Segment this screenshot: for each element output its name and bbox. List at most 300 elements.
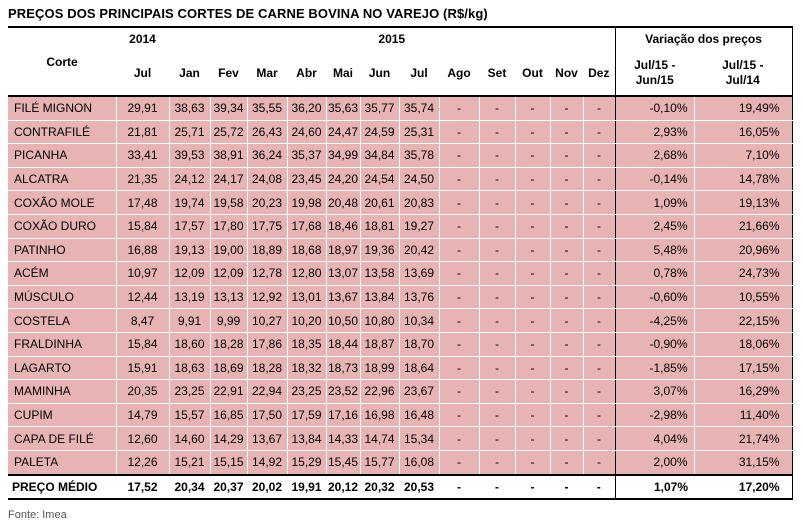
- price-cell: 15,77: [360, 450, 399, 474]
- price-cell: 25,71: [169, 120, 210, 144]
- price-cell: 9,99: [210, 309, 247, 333]
- price-cell: 12,26: [116, 450, 169, 474]
- price-cell: 19,98: [287, 191, 326, 215]
- price-cell: 15,84: [116, 214, 169, 238]
- price-cell: 17,16: [326, 403, 360, 427]
- price-cell: -: [515, 285, 550, 309]
- variation-month-cell: -0,14%: [615, 167, 694, 191]
- price-cell: 12,60: [116, 427, 169, 451]
- price-cell: -: [583, 403, 615, 427]
- price-cell: -: [515, 475, 550, 499]
- price-cell: -: [515, 403, 550, 427]
- price-cell: 22,96: [360, 380, 399, 404]
- price-cell: 15,15: [210, 450, 247, 474]
- price-cell: 10,34: [399, 309, 439, 333]
- price-cell: -: [479, 96, 515, 120]
- variation-year-cell: 22,15%: [694, 309, 792, 333]
- variation-month-cell: 5,48%: [615, 238, 694, 262]
- price-cell: -: [583, 144, 615, 168]
- price-cell: 18,81: [360, 214, 399, 238]
- price-cell: 18,64: [399, 356, 439, 380]
- price-cell: 18,28: [210, 332, 247, 356]
- variation-year-cell: 18,06%: [694, 332, 792, 356]
- table-row: [8, 191, 792, 215]
- price-cell: -: [583, 285, 615, 309]
- price-cell: 24,20: [326, 167, 360, 191]
- price-cell: 12,92: [247, 285, 287, 309]
- variation-month-cell: 3,07%: [615, 380, 694, 404]
- header-corte: Corte: [46, 54, 78, 69]
- price-cell: 20,23: [247, 191, 287, 215]
- table-row: [8, 214, 792, 238]
- price-cell: 13,58: [360, 262, 399, 286]
- price-cell: 18,44: [326, 332, 360, 356]
- price-cell: 18,35: [287, 332, 326, 356]
- price-cell: 13,76: [399, 285, 439, 309]
- price-cell: 21,35: [116, 167, 169, 191]
- variation-year-cell: 10,55%: [694, 285, 792, 309]
- price-cell: 36,20: [287, 96, 326, 120]
- table-row: [8, 96, 792, 120]
- price-cell: 24,59: [360, 120, 399, 144]
- table-row: [8, 285, 792, 309]
- price-cell: 16,98: [360, 403, 399, 427]
- price-cell: 23,25: [169, 380, 210, 404]
- price-cell: 16,48: [399, 403, 439, 427]
- price-cell: 10,27: [247, 309, 287, 333]
- price-cell: -: [515, 144, 550, 168]
- variation-year-cell: 19,13%: [694, 191, 792, 215]
- header-month: Jul: [133, 65, 152, 80]
- header-month: Jul: [410, 65, 428, 80]
- cut-name: PICANHA: [8, 144, 116, 168]
- table-row: [8, 450, 792, 474]
- price-cell: 20,02: [247, 475, 287, 499]
- cut-name: FILÉ MIGNON: [8, 96, 116, 120]
- price-cell: -: [439, 120, 479, 144]
- price-cell: 35,37: [287, 144, 326, 168]
- price-cell: -: [439, 380, 479, 404]
- price-cell: 18,46: [326, 214, 360, 238]
- price-table: [8, 26, 793, 500]
- cut-name: LAGARTO: [8, 356, 116, 380]
- price-cell: 12,44: [116, 285, 169, 309]
- price-cell: 35,63: [326, 96, 360, 120]
- price-cell: 35,55: [247, 96, 287, 120]
- variation-month-cell: -2,98%: [615, 403, 694, 427]
- price-cell: 12,09: [169, 262, 210, 286]
- price-cell: -: [439, 356, 479, 380]
- variation-year-cell: 21,66%: [694, 214, 792, 238]
- price-cell: -: [515, 96, 550, 120]
- price-cell: -: [550, 96, 583, 120]
- price-cell: -: [439, 214, 479, 238]
- variation-month-cell: 2,93%: [615, 120, 694, 144]
- variation-year-cell: 20,96%: [694, 238, 792, 262]
- price-cell: 19,27: [399, 214, 439, 238]
- cut-name: PREÇO MÉDIO: [8, 475, 116, 499]
- price-cell: 23,67: [399, 380, 439, 404]
- cut-name: ALCATRA: [8, 167, 116, 191]
- table-row: [8, 356, 792, 380]
- price-cell: -: [583, 120, 615, 144]
- price-cell: -: [515, 332, 550, 356]
- price-cell: 9,91: [169, 309, 210, 333]
- price-cell: 16,88: [116, 238, 169, 262]
- price-cell: -: [515, 427, 550, 451]
- price-cell: -: [439, 450, 479, 474]
- variation-year-cell: 16,29%: [694, 380, 792, 404]
- price-cell: -: [515, 450, 550, 474]
- price-cell: -: [550, 214, 583, 238]
- variation-month-cell: -1,85%: [615, 356, 694, 380]
- price-cell: 18,97: [326, 238, 360, 262]
- price-cell: -: [583, 262, 615, 286]
- variation-month-cell: 2,45%: [615, 214, 694, 238]
- price-cell: -: [479, 214, 515, 238]
- price-cell: 18,68: [287, 238, 326, 262]
- price-cell: 10,20: [287, 309, 326, 333]
- price-cell: -: [550, 475, 583, 499]
- price-cell: 13,84: [287, 427, 326, 451]
- price-cell: 36,24: [247, 144, 287, 168]
- price-cell: 15,29: [287, 450, 326, 474]
- header-month: Ago: [447, 65, 471, 80]
- price-cell: 18,60: [169, 332, 210, 356]
- price-cell: -: [479, 427, 515, 451]
- total-row: [8, 475, 792, 499]
- price-cell: -: [583, 309, 615, 333]
- price-cell: -: [515, 214, 550, 238]
- price-cell: -: [550, 167, 583, 191]
- cut-name: CAPA DE FILÉ: [8, 427, 116, 451]
- price-cell: 13,01: [287, 285, 326, 309]
- price-cell: -: [550, 262, 583, 286]
- price-cell: 18,73: [326, 356, 360, 380]
- table-row: [8, 144, 792, 168]
- variation-year-cell: 19,49%: [694, 96, 792, 120]
- price-cell: -: [515, 191, 550, 215]
- price-cell: 15,45: [326, 450, 360, 474]
- price-cell: -: [479, 380, 515, 404]
- price-cell: 10,50: [326, 309, 360, 333]
- price-cell: 12,78: [247, 262, 287, 286]
- variation-year-cell: 31,15%: [694, 450, 792, 474]
- price-cell: 24,54: [360, 167, 399, 191]
- price-cell: 18,69: [210, 356, 247, 380]
- price-cell: 24,47: [326, 120, 360, 144]
- variation-month-cell: 2,00%: [615, 450, 694, 474]
- price-cell: -: [550, 427, 583, 451]
- table-row: [8, 427, 792, 451]
- price-cell: 26,43: [247, 120, 287, 144]
- price-cell: 22,94: [247, 380, 287, 404]
- price-cell: -: [583, 167, 615, 191]
- price-cell: 13,67: [326, 285, 360, 309]
- price-cell: -: [479, 144, 515, 168]
- price-cell: 20,53: [399, 475, 439, 499]
- cut-name: PALETA: [8, 450, 116, 474]
- variation-month-cell: -0,10%: [615, 96, 694, 120]
- price-cell: 8,47: [116, 309, 169, 333]
- price-cell: 19,36: [360, 238, 399, 262]
- price-cell: 39,34: [210, 96, 247, 120]
- price-cell: -: [479, 285, 515, 309]
- header-var-jul: Jul/15 - Jul/14: [694, 50, 792, 96]
- price-cell: -: [515, 380, 550, 404]
- variation-year-cell: 16,05%: [694, 120, 792, 144]
- price-cell: 17,48: [116, 191, 169, 215]
- price-cell: 14,92: [247, 450, 287, 474]
- variation-month-cell: 4,04%: [615, 427, 694, 451]
- header-year-2015: 2015: [378, 32, 406, 46]
- cut-name: CONTRAFILÉ: [8, 120, 116, 144]
- cut-name: CUPIM: [8, 403, 116, 427]
- price-cell: 21,81: [116, 120, 169, 144]
- price-cell: 16,85: [210, 403, 247, 427]
- price-cell: 13,67: [247, 427, 287, 451]
- variation-year-cell: 21,74%: [694, 427, 792, 451]
- price-cell: -: [439, 285, 479, 309]
- cut-name: COSTELA: [8, 309, 116, 333]
- price-cell: 13,07: [326, 262, 360, 286]
- price-cell: 19,58: [210, 191, 247, 215]
- cut-name: PATINHO: [8, 238, 116, 262]
- price-cell: 35,74: [399, 96, 439, 120]
- price-cell: -: [479, 238, 515, 262]
- price-cell: 20,42: [399, 238, 439, 262]
- cut-name: COXÃO DURO: [8, 214, 116, 238]
- price-cell: 17,57: [169, 214, 210, 238]
- header-month: Set: [487, 65, 507, 80]
- price-cell: 17,75: [247, 214, 287, 238]
- price-cell: 24,08: [247, 167, 287, 191]
- price-cell: -: [583, 191, 615, 215]
- price-cell: -: [439, 167, 479, 191]
- price-cell: -: [515, 167, 550, 191]
- price-cell: 20,34: [169, 475, 210, 499]
- variation-month-cell: -0,90%: [615, 332, 694, 356]
- variation-month-cell: -4,25%: [615, 309, 694, 333]
- cut-name: COXÃO MOLE: [8, 191, 116, 215]
- price-cell: -: [439, 238, 479, 262]
- price-cell: 34,84: [360, 144, 399, 168]
- variation-month-cell: 1,07%: [615, 475, 694, 499]
- price-cell: 20,32: [360, 475, 399, 499]
- price-cell: 23,45: [287, 167, 326, 191]
- price-cell: -: [550, 309, 583, 333]
- price-cell: 18,28: [247, 356, 287, 380]
- price-cell: 10,80: [360, 309, 399, 333]
- price-cell: -: [550, 356, 583, 380]
- price-cell: 12,09: [210, 262, 247, 286]
- price-cell: 14,74: [360, 427, 399, 451]
- header-month: Jan: [179, 65, 200, 80]
- table-row: [8, 380, 792, 404]
- price-cell: 18,87: [360, 332, 399, 356]
- price-cell: -: [550, 238, 583, 262]
- price-cell: 24,50: [399, 167, 439, 191]
- variation-year-cell: 17,20%: [694, 475, 792, 499]
- price-cell: -: [479, 475, 515, 499]
- table-row: [8, 120, 792, 144]
- price-cell: 35,77: [360, 96, 399, 120]
- price-cell: 20,48: [326, 191, 360, 215]
- price-cell: -: [515, 120, 550, 144]
- price-cell: 10,97: [116, 262, 169, 286]
- price-cell: 18,70: [399, 332, 439, 356]
- price-cell: 20,61: [360, 191, 399, 215]
- price-cell: -: [550, 380, 583, 404]
- price-cell: 38,63: [169, 96, 210, 120]
- header-month: Mai: [332, 65, 353, 80]
- price-cell: -: [439, 144, 479, 168]
- price-cell: -: [479, 332, 515, 356]
- price-cell: -: [583, 356, 615, 380]
- price-cell: 18,63: [169, 356, 210, 380]
- price-cell: -: [479, 450, 515, 474]
- price-cell: -: [515, 262, 550, 286]
- price-cell: -: [479, 120, 515, 144]
- cut-name: MAMINHA: [8, 380, 116, 404]
- variation-month-cell: 0,78%: [615, 262, 694, 286]
- price-cell: 17,59: [287, 403, 326, 427]
- price-cell: 24,17: [210, 167, 247, 191]
- price-cell: 13,19: [169, 285, 210, 309]
- variation-year-cell: 11,40%: [694, 403, 792, 427]
- price-cell: 38,91: [210, 144, 247, 168]
- price-cell: 19,00: [210, 238, 247, 262]
- price-cell: 20,12: [326, 475, 360, 499]
- price-cell: 17,68: [287, 214, 326, 238]
- price-cell: -: [550, 285, 583, 309]
- price-cell: -: [550, 332, 583, 356]
- price-cell: -: [515, 238, 550, 262]
- header-year-2014: 2014: [129, 32, 156, 46]
- variation-month-cell: -0,60%: [615, 285, 694, 309]
- price-cell: -: [583, 214, 615, 238]
- variation-month-cell: 1,09%: [615, 191, 694, 215]
- variation-year-cell: 24,73%: [694, 262, 792, 286]
- price-cell: -: [550, 403, 583, 427]
- price-cell: 24,60: [287, 120, 326, 144]
- price-cell: -: [439, 427, 479, 451]
- price-cell: 16,08: [399, 450, 439, 474]
- price-cell: 17,80: [210, 214, 247, 238]
- header-month: Mar: [256, 65, 278, 80]
- price-cell: -: [439, 475, 479, 499]
- price-cell: 17,50: [247, 403, 287, 427]
- variation-year-cell: 14,78%: [694, 167, 792, 191]
- price-cell: 14,33: [326, 427, 360, 451]
- price-cell: -: [583, 427, 615, 451]
- price-cell: -: [479, 356, 515, 380]
- table-row: [8, 309, 792, 333]
- price-cell: 15,21: [169, 450, 210, 474]
- price-cell: -: [439, 403, 479, 427]
- header-month: Nov: [555, 65, 578, 80]
- price-cell: 35,78: [399, 144, 439, 168]
- cut-name: MÚSCULO: [8, 285, 116, 309]
- price-cell: 15,84: [116, 332, 169, 356]
- price-cell: 39,53: [169, 144, 210, 168]
- price-cell: 15,91: [116, 356, 169, 380]
- price-cell: 29,91: [116, 96, 169, 120]
- price-cell: 17,52: [116, 475, 169, 499]
- price-cell: 23,25: [287, 380, 326, 404]
- price-cell: -: [583, 450, 615, 474]
- price-cell: -: [550, 191, 583, 215]
- price-cell: 14,60: [169, 427, 210, 451]
- header-variation: Variação dos preços: [615, 27, 792, 50]
- price-cell: 19,13: [169, 238, 210, 262]
- price-cell: 15,34: [399, 427, 439, 451]
- header-month: Abr: [296, 65, 317, 80]
- price-cell: -: [479, 262, 515, 286]
- header-month: Out: [522, 65, 543, 80]
- price-cell: 13,84: [360, 285, 399, 309]
- price-cell: 12,80: [287, 262, 326, 286]
- cut-name: ACÉM: [8, 262, 116, 286]
- price-cell: 25,31: [399, 120, 439, 144]
- price-cell: -: [515, 356, 550, 380]
- table-row: [8, 403, 792, 427]
- price-cell: -: [479, 309, 515, 333]
- price-cell: -: [439, 191, 479, 215]
- table-row: [8, 332, 792, 356]
- header-month: Dez: [588, 65, 610, 80]
- price-cell: -: [583, 380, 615, 404]
- price-cell: 24,12: [169, 167, 210, 191]
- price-cell: -: [515, 309, 550, 333]
- price-cell: 25,72: [210, 120, 247, 144]
- price-cell: 22,91: [210, 380, 247, 404]
- price-cell: -: [550, 450, 583, 474]
- price-cell: -: [550, 144, 583, 168]
- header-month: Fev: [218, 65, 239, 80]
- price-cell: -: [583, 332, 615, 356]
- price-cell: 17,86: [247, 332, 287, 356]
- price-cell: -: [583, 238, 615, 262]
- price-cell: -: [439, 332, 479, 356]
- table-row: [8, 167, 792, 191]
- price-cell: 19,74: [169, 191, 210, 215]
- price-cell: 20,37: [210, 475, 247, 499]
- price-cell: -: [550, 120, 583, 144]
- header-var-jun: Jul/15 - Jun/15: [615, 50, 694, 96]
- table-title: PREÇOS DOS PRINCIPAIS CORTES DE CARNE BOVINA NO VAREJO (R$/kg): [8, 6, 488, 21]
- cut-name: FRALDINHA: [8, 332, 116, 356]
- price-cell: 15,57: [169, 403, 210, 427]
- price-cell: 13,13: [210, 285, 247, 309]
- price-cell: 33,41: [116, 144, 169, 168]
- price-cell: -: [583, 96, 615, 120]
- price-cell: 23,52: [326, 380, 360, 404]
- price-cell: -: [479, 191, 515, 215]
- variation-year-cell: 17,15%: [694, 356, 792, 380]
- price-cell: 14,79: [116, 403, 169, 427]
- price-cell: 14,29: [210, 427, 247, 451]
- variation-month-cell: 2,68%: [615, 144, 694, 168]
- price-cell: 13,69: [399, 262, 439, 286]
- price-cell: 20,35: [116, 380, 169, 404]
- price-cell: -: [439, 309, 479, 333]
- price-cell: 19,91: [287, 475, 326, 499]
- price-cell: -: [479, 403, 515, 427]
- table-row: [8, 262, 792, 286]
- price-cell: -: [439, 262, 479, 286]
- price-cell: 18,89: [247, 238, 287, 262]
